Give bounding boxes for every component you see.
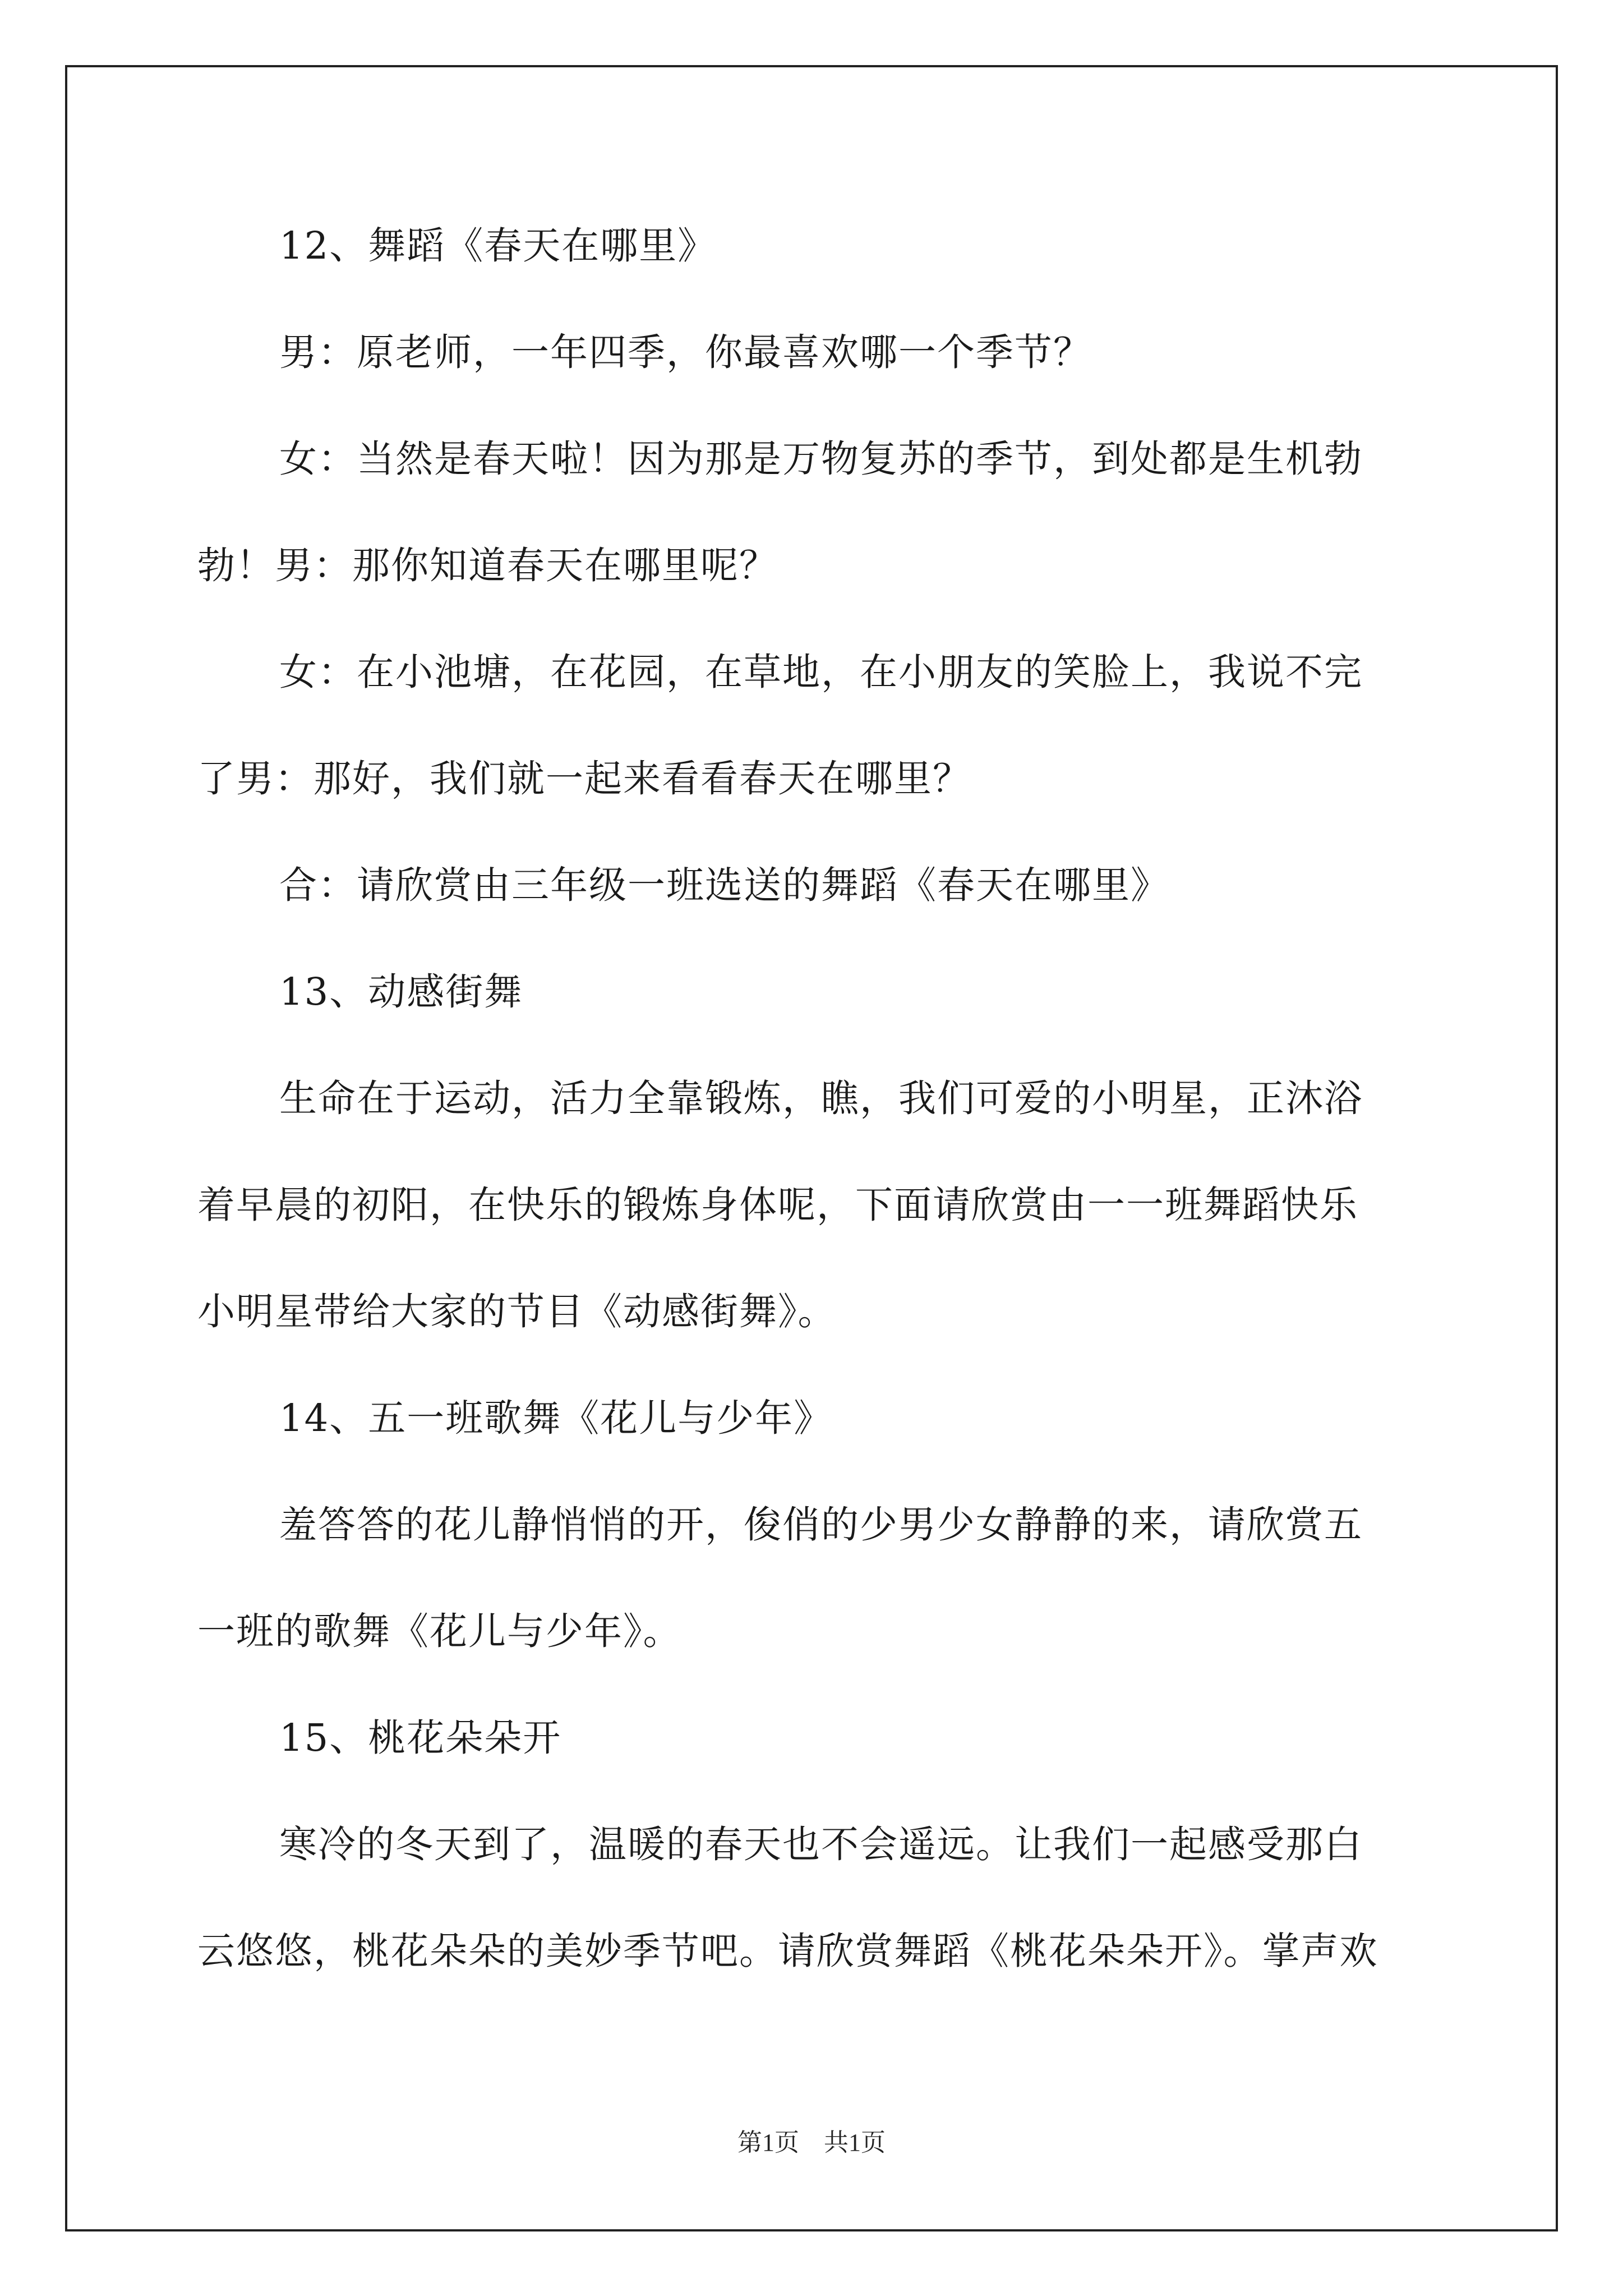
section-heading-14: 14、五一班歌舞《花儿与少年》	[279, 1396, 833, 1440]
paragraph-line: 男：原老师，一年四季，你最喜欢哪一个季节？	[279, 330, 1092, 374]
paragraph-line: 勃！男：那你知道春天在哪里呢？	[197, 544, 778, 587]
paragraph-line: 合：请欣赏由三年级一班选送的舞蹈《春天在哪里》	[279, 863, 1169, 907]
paragraph-line: 云悠悠，桃花朵朵的美妙季节吧。请欣赏舞蹈《桃花朵朵开》。掌声欢	[197, 1929, 1378, 1973]
paragraph-line: 小明星带给大家的节目《动感街舞》。	[197, 1290, 837, 1333]
page-footer	[0, 2129, 1623, 2157]
paragraph-line: 羞答答的花儿静悄悄的开，俊俏的少男少女静静的来，请欣赏五	[279, 1503, 1363, 1547]
paragraph-line: 生命在于运动，活力全靠锻炼，瞧，我们可爱的小明星，正沐浴	[279, 1076, 1363, 1120]
paragraph-line: 女：在小池塘，在花园，在草地，在小朋友的笑脸上，我说不完	[279, 650, 1363, 694]
paragraph-line: 寒冷的冬天到了，温暖的春天也不会遥远。让我们一起感受那白	[279, 1823, 1363, 1866]
paragraph-line: 一班的歌舞《花儿与少年》。	[197, 1609, 682, 1653]
page-number: 第1页	[737, 2129, 799, 2156]
page-total: 共1页	[824, 2129, 886, 2156]
section-heading-15: 15、桃花朵朵开	[279, 1716, 562, 1760]
page-border	[65, 65, 1558, 2231]
paragraph-line: 了男：那好，我们就一起来看看春天在哪里？	[197, 757, 971, 800]
section-heading-12: 12、舞蹈《春天在哪里》	[279, 224, 717, 268]
section-heading-13: 13、动感街舞	[279, 970, 523, 1014]
paragraph-line: 女：当然是春天啦！因为那是万物复苏的季节，到处都是生机勃	[279, 437, 1363, 481]
paragraph-line: 着早晨的初阳，在快乐的锻炼身体呢，下面请欣赏由一一班舞蹈快乐	[197, 1183, 1358, 1227]
